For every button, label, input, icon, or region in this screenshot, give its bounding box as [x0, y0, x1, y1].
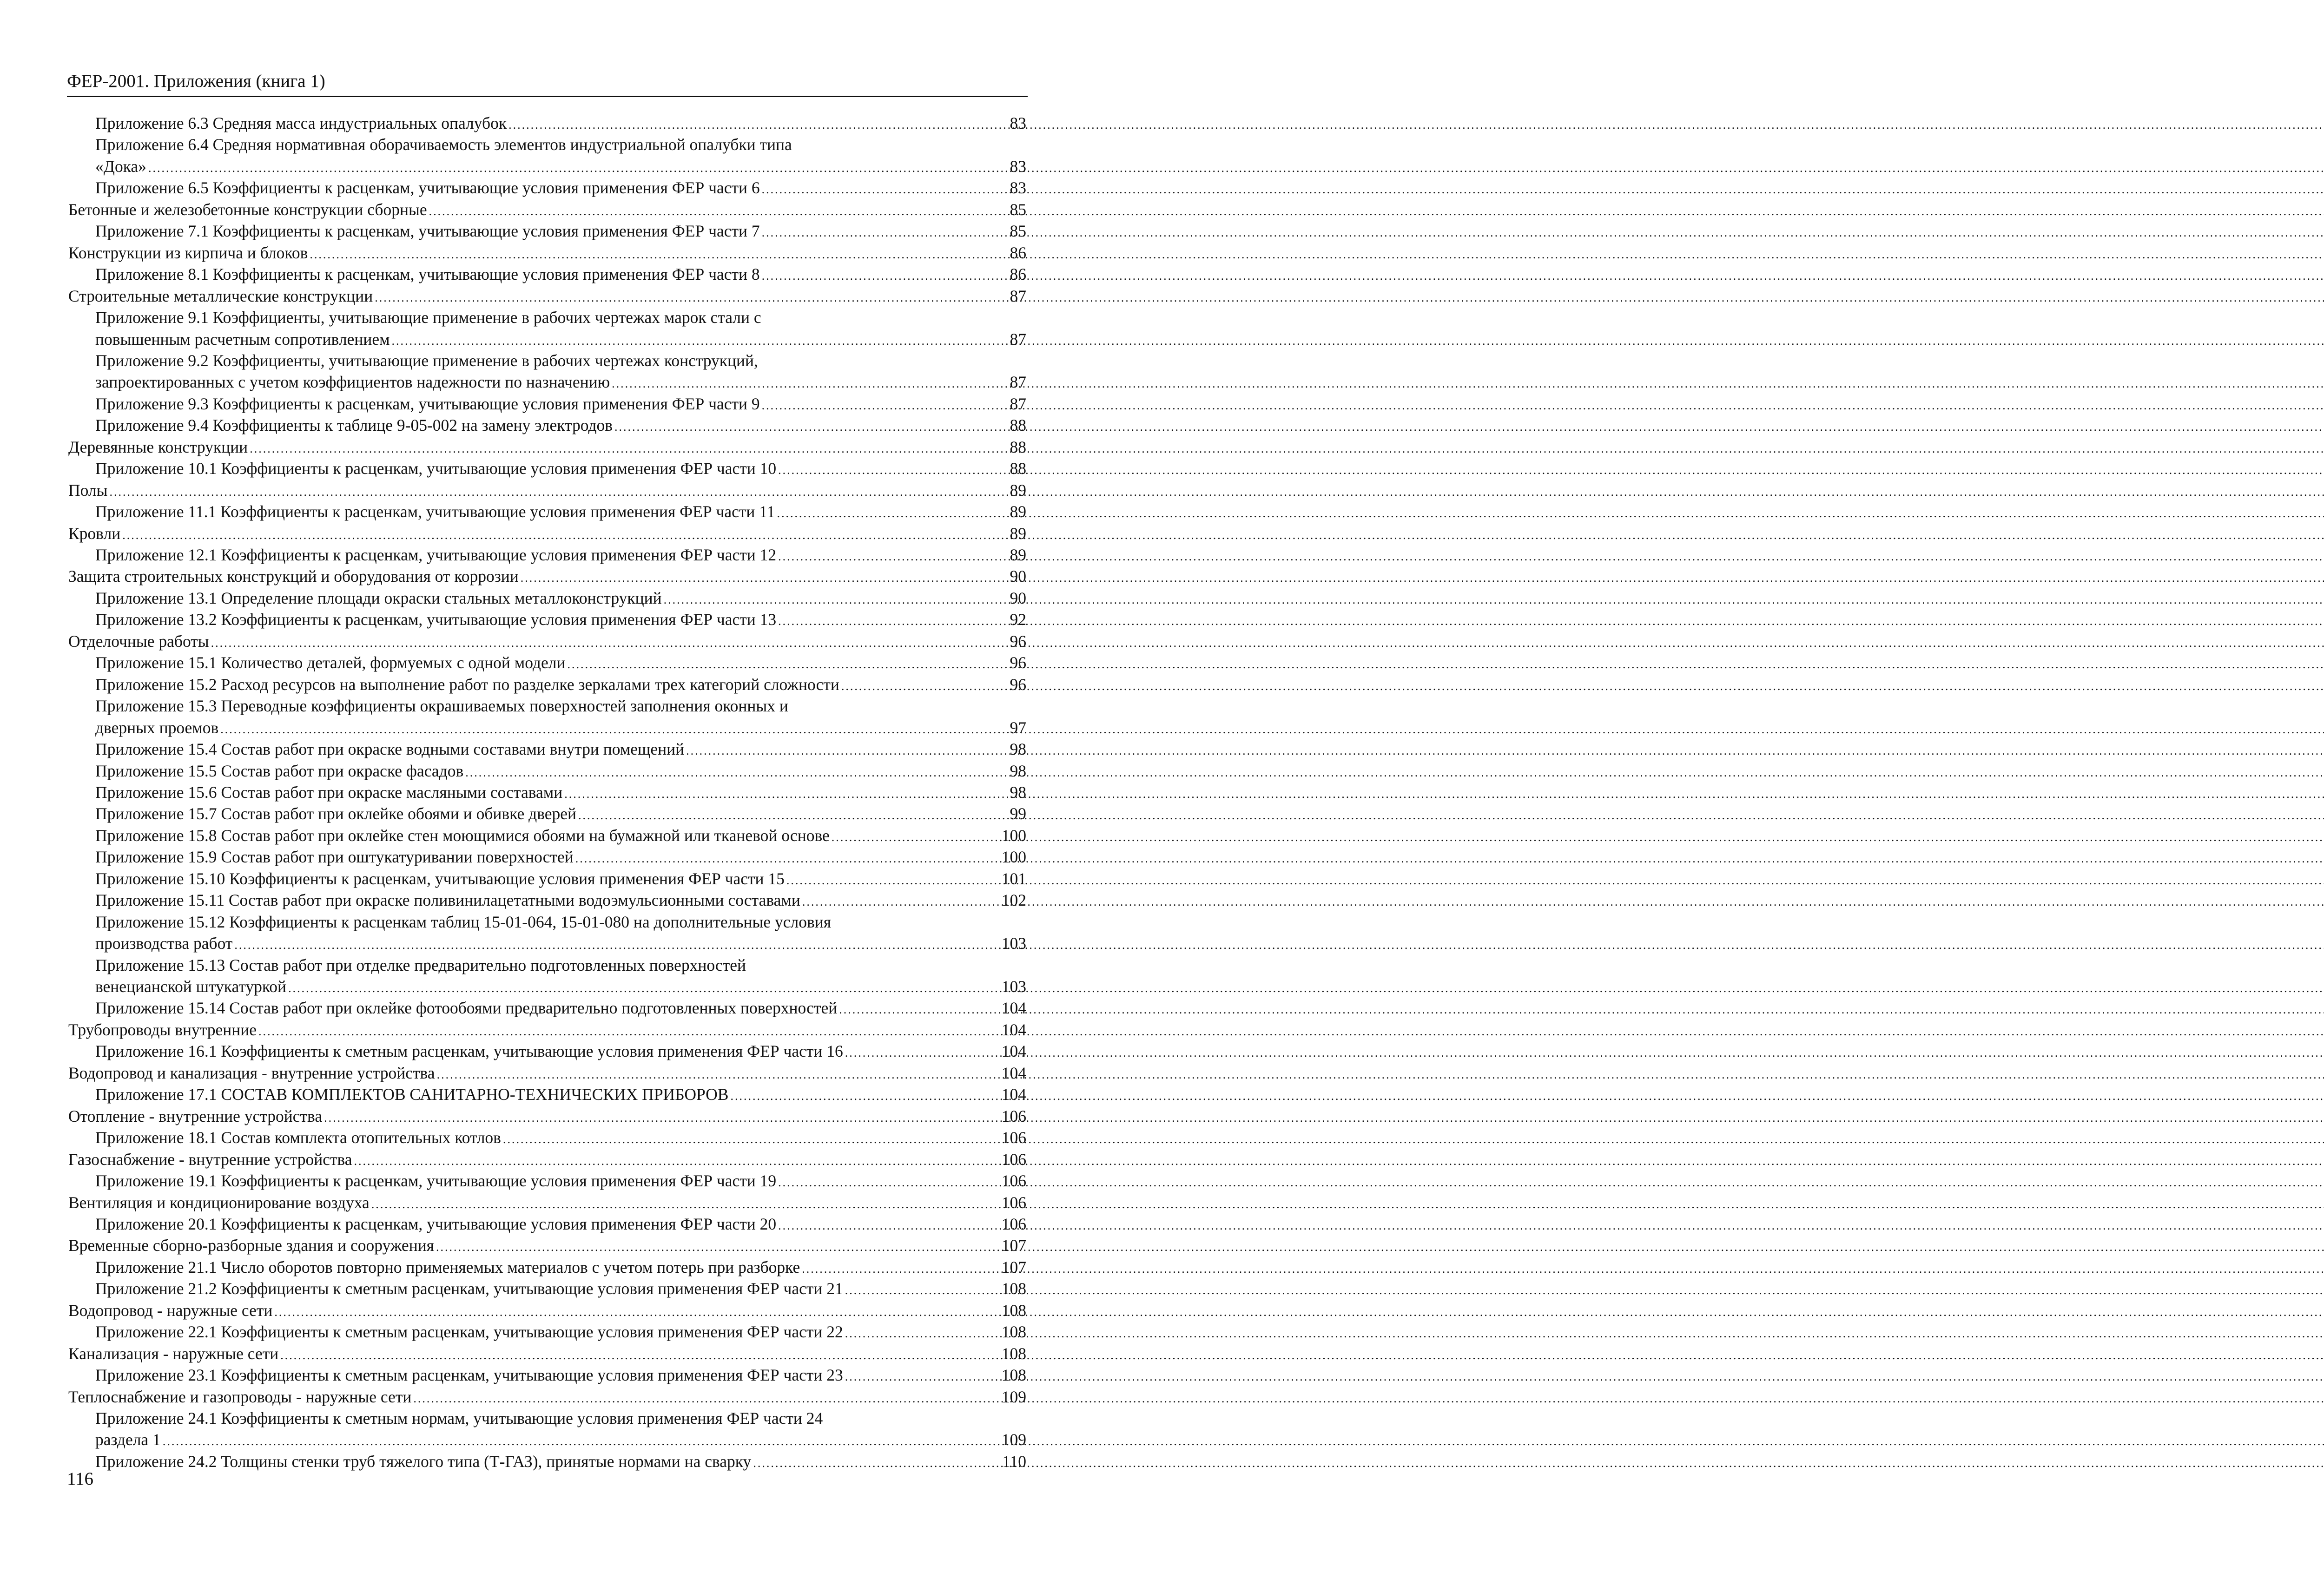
toc-entry — [95, 329, 1026, 349]
toc-entry-page: 100 — [1001, 848, 1026, 867]
toc-entry-page: 89 — [1010, 480, 1026, 500]
toc-entry-page: 104 — [1001, 1020, 1026, 1039]
dot-leader — [110, 482, 1007, 502]
toc-entry-page: 107 — [1001, 1257, 1026, 1276]
toc-entry-title: Приложение 20.1 Коэффициенты к расценкам, учитывающие условия применения ФЕР части 20 — [95, 1214, 777, 1233]
toc-entry-page: 96 — [1010, 675, 1026, 694]
dot-leader — [280, 1345, 999, 1366]
toc-entry — [95, 847, 1026, 867]
toc-entry-title: Приложение 6.3 Средняя масса индустриальных опалубок — [95, 114, 507, 132]
toc-entry-title: венецианской штукатуркой — [95, 977, 287, 996]
toc-entry-title: Конструкции из кирпича и блоков — [68, 243, 308, 262]
dot-leader — [310, 244, 1007, 265]
toc-entry-title: Отделочные работы — [68, 632, 209, 651]
toc-entry — [95, 761, 1026, 781]
toc-entry-page: 108 — [1001, 1344, 1026, 1363]
toc-entry-page: 106 — [1001, 1171, 1026, 1191]
toc-entry — [68, 1106, 1026, 1126]
toc-entry-title: Приложение 7.1 Коэффициенты к расценкам, учитывающие условия применения ФЕР части 7 — [95, 222, 760, 241]
dot-leader — [354, 1151, 999, 1171]
toc-entry-page: 89 — [1010, 546, 1026, 564]
toc-entry-page: 104 — [1001, 999, 1026, 1018]
dot-leader — [778, 546, 1007, 567]
toc-entry-title: Приложение 9.4 Коэффициенты к таблице 9-05-002 на замену электродов — [95, 416, 613, 435]
toc-entry-title: Приложение 13.1 Определение площади окраски стальных металлоконструкций — [95, 588, 662, 607]
toc-entry — [95, 501, 1026, 522]
toc-entry-title: Приложение 19.1 Коэффициенты к расценкам, учитывающие условия применения ФЕР части 19 — [95, 1171, 777, 1191]
dot-leader — [429, 201, 1007, 222]
toc-entry — [95, 890, 1026, 910]
toc-entry — [95, 609, 1026, 630]
toc-entry-page: 97 — [1010, 718, 1026, 737]
toc-entry — [95, 1451, 1026, 1472]
toc-entry-title: Бетонные и железобетонные конструкции сборные — [68, 200, 427, 219]
toc-entry-title: Приложение 15.13 Состав работ при отделке предварительно подготовленных поверхностей — [95, 955, 746, 974]
toc-entry — [95, 1171, 1026, 1191]
toc-entry-page: 110 — [1002, 1452, 1026, 1471]
toc-entry-title: Приложение 15.12 Коэффициенты к расценкам таблиц 15-01-064, 15-01-080 на дополнительные условия — [95, 912, 832, 931]
toc-entry — [68, 523, 1026, 544]
toc-entry-page: 90 — [1010, 567, 1026, 586]
toc-entry — [95, 1127, 1026, 1148]
toc-entry-title: Строительные металлические конструкции — [68, 286, 373, 305]
toc-entry-title: повышенным расчетным сопротивлением — [95, 329, 390, 349]
toc-entry-page: 83 — [1010, 157, 1026, 176]
dot-leader — [778, 1216, 999, 1236]
toc-entry — [68, 437, 1026, 457]
dot-leader — [508, 115, 1007, 135]
toc-entry-page: 108 — [1001, 1322, 1026, 1342]
toc-entry-title: Приложение 6.4 Средняя нормативная оборачиваемость элементов индустриальной опалубки типа — [95, 135, 792, 154]
toc-entry — [95, 717, 1026, 738]
toc-entry-title: Приложение 21.2 Коэффициенты к сметным расценкам, учитывающие условия применения ФЕР части 21 — [95, 1279, 843, 1298]
toc-entry-page: 89 — [1010, 524, 1026, 543]
toc-entry-page: 87 — [1010, 329, 1026, 349]
toc-entry — [68, 1300, 1026, 1321]
toc-entry-page: 85 — [1010, 222, 1026, 241]
dot-leader — [288, 978, 999, 999]
toc-entry-page: 88 — [1010, 459, 1026, 478]
dot-leader — [258, 1021, 999, 1042]
dot-leader — [148, 158, 1007, 178]
toc-entry — [95, 588, 1026, 608]
toc-entry-page: 106 — [1001, 1128, 1026, 1147]
toc-entry-title: Приложение 10.1 Коэффициенты к расценкам, учитывающие условия применения ФЕР части 10 — [95, 459, 777, 478]
toc-entry-title: Приложение 15.11 Состав работ при окраске поливинилацетатными водоэмульсионными составами — [95, 891, 800, 910]
toc-entry — [95, 825, 1026, 846]
dot-leader — [778, 611, 1007, 632]
toc-entry-title: Приложение 24.1 Коэффициенты к сметным нормам, учитывающие условия применения ФЕР части 24 — [95, 1409, 823, 1428]
dot-leader — [163, 1431, 999, 1452]
toc-entry-title: Временные сборно-разборные здания и сооружения — [68, 1236, 435, 1255]
toc-entry-title: Приложение 15.14 Состав работ при оклейке фотообоями предварительно подготовленных поверхностей — [95, 999, 838, 1018]
toc-entry-title: запроектированных с учетом коэффициентов надежности по назначению — [95, 373, 610, 392]
toc-entry-title: «Дока» — [95, 157, 146, 176]
dot-leader — [802, 1259, 998, 1279]
toc-entry — [68, 1192, 1026, 1213]
dot-leader — [413, 1388, 998, 1409]
dot-leader — [575, 849, 999, 869]
toc-entry-page: 88 — [1010, 416, 1026, 435]
toc-entry-title: Отопление - внутренние устройства — [68, 1106, 323, 1125]
toc-entry — [95, 739, 1026, 759]
toc-entry-page: 108 — [1001, 1366, 1026, 1385]
toc-entry-title: Приложение 9.1 Коэффициенты, учитывающие применение в рабочих чертежах марок стали с — [95, 308, 761, 327]
dot-leader — [375, 288, 1007, 308]
dot-leader — [777, 503, 1007, 524]
dot-leader — [845, 1367, 999, 1387]
toc-entry — [95, 545, 1026, 565]
toc-entry — [68, 199, 1026, 220]
toc-entry-page: 96 — [1010, 653, 1026, 672]
toc-entry — [95, 1322, 1026, 1342]
dot-leader — [392, 331, 1007, 351]
toc-entry-title: Приложение 11.1 Коэффициенты к расценкам, учитывающие условия применения ФЕР части 11 — [95, 502, 775, 521]
toc-entry-title: Теплоснабжение и газопроводы - наружные сети — [68, 1387, 412, 1406]
toc-entry — [95, 1278, 1026, 1299]
toc-entry-title: Приложение 22.1 Коэффициенты к сметным расценкам, учитывающие условия применения ФЕР части 22 — [95, 1322, 843, 1342]
toc-entry — [95, 156, 1026, 177]
toc-entry-page: 88 — [1010, 437, 1026, 456]
toc-entry — [95, 178, 1026, 198]
toc-entry — [95, 868, 1026, 889]
toc-entry-page: 100 — [1001, 826, 1026, 845]
dot-leader — [845, 1043, 999, 1063]
toc-entry-title: Приложение 13.2 Коэффициенты к расценкам, учитывающие условия применения ФЕР части 13 — [95, 610, 777, 629]
dot-leader — [832, 827, 999, 848]
dot-leader — [762, 179, 1007, 200]
toc-entry — [68, 480, 1026, 500]
toc-entry-page: 87 — [1010, 373, 1026, 392]
toc-entry-title: Приложение 12.1 Коэффициенты к расценкам, учитывающие условия применения ФЕР части 12 — [95, 546, 777, 564]
dot-leader — [250, 439, 1007, 459]
toc-entry — [95, 415, 1026, 435]
toc-entry-page: 104 — [1001, 1042, 1026, 1061]
dot-leader — [503, 1129, 999, 1150]
dot-leader — [371, 1194, 999, 1215]
toc-entry-title: Приложение 18.1 Состав комплекта отопительных котлов — [95, 1128, 501, 1147]
toc-entry — [95, 394, 1026, 414]
dot-leader — [730, 1086, 998, 1106]
dot-leader — [567, 654, 1007, 675]
toc-entry — [68, 1235, 1026, 1256]
toc-entry-page: 103 — [1001, 934, 1026, 953]
toc-entry — [95, 264, 1026, 284]
dot-leader — [211, 633, 1007, 653]
toc-entry-title: Приложение 15.7 Состав работ при оклейке обоями и обивке дверей — [95, 804, 577, 823]
toc-entry-page: 104 — [1001, 1063, 1026, 1082]
dot-leader — [564, 784, 1007, 804]
dot-leader — [234, 935, 998, 955]
dot-leader — [664, 590, 1007, 610]
toc-entry — [95, 782, 1026, 803]
toc-entry-title: Трубопроводы внутренние — [68, 1020, 257, 1039]
toc-entry-page: 106 — [1001, 1193, 1026, 1212]
toc-entry — [95, 1257, 1026, 1277]
toc-entry — [95, 458, 1026, 479]
toc-entry — [68, 1343, 1026, 1364]
toc-entry-page: 107 — [1001, 1236, 1026, 1255]
toc-entry-title: Приложение 8.1 Коэффициенты к расценкам, учитывающие условия применения ФЕР части 8 — [95, 265, 760, 284]
dot-leader — [753, 1453, 999, 1474]
toc-entry-title: Приложение 15.4 Состав работ при окраске водными составами внутри помещений — [95, 740, 685, 759]
toc-entry — [68, 1020, 1026, 1040]
toc-entry-title: раздела 1 — [95, 1430, 161, 1449]
toc-entry-page: 106 — [1001, 1150, 1026, 1169]
dot-leader — [436, 1237, 999, 1257]
dot-leader — [778, 460, 1007, 480]
toc-entry-title: Приложение 23.1 Коэффициенты к сметным расценкам, учитывающие условия применения ФЕР части 23 — [95, 1366, 843, 1385]
toc-entry-page: 109 — [1001, 1387, 1026, 1406]
toc-entry-page: 98 — [1010, 740, 1026, 759]
toc-entry-title: Защита строительных конструкций и оборудования от коррозии — [68, 567, 519, 586]
toc-entry — [68, 566, 1026, 586]
page-number: 116 — [67, 1469, 94, 1489]
toc-entry — [95, 1084, 1026, 1105]
toc-entry-page: 87 — [1010, 286, 1026, 305]
toc-entry — [95, 674, 1026, 695]
toc-entry — [95, 998, 1026, 1018]
toc-entry-page: 86 — [1010, 243, 1026, 262]
toc-entry — [68, 1149, 1026, 1170]
toc-entry-page: 106 — [1001, 1106, 1026, 1125]
toc-entry-title: Приложение 24.2 Толщины стенки труб тяжелого типа (Т-ГАЗ), принятые нормами на сварку — [95, 1452, 752, 1471]
toc-entry-title: Приложение 9.2 Коэффициенты, учитывающие применение в рабочих чертежах конструкций, — [95, 351, 758, 370]
running-header: ФЕР-2001. Приложения (книга 1) — [67, 71, 325, 91]
dot-leader — [122, 525, 1007, 546]
toc-entry — [95, 221, 1026, 241]
dot-leader — [786, 870, 999, 891]
toc-entry — [68, 631, 1026, 651]
toc-entry-title: Приложение 15.2 Расход ресурсов на выполнение работ по разделке зеркалами трех категорий сложности — [95, 675, 839, 694]
toc-entry — [95, 1429, 1026, 1450]
toc-entry-title: Приложение 15.8 Состав работ при оклейке стен моющимися обоями на бумажной или тканевой основе — [95, 826, 830, 845]
dot-leader — [612, 374, 1007, 394]
toc-entry-page: 108 — [1001, 1279, 1026, 1298]
dot-leader — [845, 1280, 999, 1301]
toc-entry-page: 90 — [1010, 588, 1026, 607]
toc-entry-page: 99 — [1010, 804, 1026, 823]
toc-entry-page: 98 — [1010, 783, 1026, 802]
toc-entry-title: Водопровод и канализация - внутренние устройства — [68, 1063, 435, 1082]
toc-entry — [95, 976, 1026, 997]
toc-entry — [68, 1063, 1026, 1083]
toc-entry-title: Приложение 9.3 Коэффициенты к расценкам, учитывающие условия применения ФЕР части 9 — [95, 394, 760, 413]
dot-leader — [220, 719, 1007, 740]
toc-entry — [68, 243, 1026, 263]
dot-leader — [274, 1302, 998, 1322]
toc-entry-page: 102 — [1001, 891, 1026, 910]
toc-entry-title: дверных проемов — [95, 718, 219, 737]
dot-leader — [802, 892, 999, 912]
toc-entry-title: Полы — [68, 480, 108, 500]
toc-entry-page: 103 — [1001, 977, 1026, 996]
toc-entry-title: Приложение 17.1 СОСТАВ КОМПЛЕКТОВ САНИТАРНО-ТЕХНИЧЕСКИХ ПРИБОРОВ — [95, 1085, 729, 1104]
toc-entry-title: Приложение 15.6 Состав работ при окраске масляными составами — [95, 783, 563, 802]
dot-leader — [686, 741, 1007, 761]
toc-entry-title: Приложение 15.9 Состав работ при оштукатуривании поверхностей — [95, 848, 574, 867]
dot-leader — [841, 676, 1007, 697]
dot-leader — [437, 1065, 999, 1085]
dot-leader — [762, 266, 1007, 286]
toc-entry — [95, 652, 1026, 673]
toc-entry-page: 108 — [1001, 1301, 1026, 1320]
toc-entry-page: 109 — [1001, 1430, 1026, 1449]
toc-entry-title: Кровли — [68, 524, 121, 543]
dot-leader — [465, 763, 1007, 783]
dot-leader — [762, 395, 1007, 416]
toc-entry-page: 85 — [1010, 200, 1026, 219]
toc-entry-title: Водопровод - наружные сети — [68, 1301, 273, 1320]
toc-entry — [95, 803, 1026, 824]
toc-entry-title: Вентиляция и кондиционирование воздуха — [68, 1193, 370, 1212]
dot-leader — [578, 805, 1007, 826]
toc-entry-title: Газоснабжение - внутренние устройства — [68, 1150, 352, 1169]
toc-entry-title: Приложение 15.5 Состав работ при окраске фасадов — [95, 761, 464, 780]
document-page — [0, 0, 1097, 1592]
toc-entry — [95, 113, 1026, 133]
toc-entry — [68, 1387, 1026, 1407]
toc-entry-page: 96 — [1010, 632, 1026, 651]
toc-entry-page: 92 — [1010, 610, 1026, 629]
toc-entry-title: Приложение 6.5 Коэффициенты к расценкам, учитывающие условия применения ФЕР части 6 — [95, 178, 760, 197]
toc-entry-page: 86 — [1010, 265, 1026, 284]
toc-entry-title: Приложение 15.10 Коэффициенты к расценкам, учитывающие условия применения ФЕР части 15 — [95, 869, 785, 888]
toc-entry-page: 87 — [1010, 394, 1026, 413]
toc-entry — [68, 286, 1026, 306]
toc-entry-title: Приложение 16.1 Коэффициенты к сметным расценкам, учитывающие условия применения ФЕР части 16 — [95, 1042, 843, 1061]
dot-leader — [324, 1108, 999, 1128]
toc-entry-page: 106 — [1001, 1214, 1026, 1233]
dot-leader — [762, 223, 1007, 243]
toc-entry-page: 101 — [1001, 869, 1026, 888]
dot-leader — [845, 1323, 999, 1344]
toc-entry — [95, 372, 1026, 392]
toc-entry-title: производства работ — [95, 934, 233, 953]
header-rule — [67, 96, 1028, 97]
toc-entry-page: 98 — [1010, 761, 1026, 780]
toc-entry-page: 83 — [1010, 114, 1026, 132]
dot-leader — [521, 568, 1007, 588]
toc-entry — [95, 933, 1026, 954]
dot-leader — [839, 1000, 999, 1020]
toc-entry-title: Приложение 15.1 Количество деталей, формуемых с одной модели — [95, 653, 566, 672]
toc-entry-page: 89 — [1010, 502, 1026, 521]
toc-entry-title: Приложение 15.3 Переводные коэффициенты окрашиваемых поверхностей заполнения оконных и — [95, 697, 788, 716]
toc-entry-page: 104 — [1001, 1085, 1026, 1104]
toc-entry-title: Деревянные конструкции — [68, 437, 248, 456]
toc-entry-page: 83 — [1010, 178, 1026, 197]
toc-entry — [95, 1365, 1026, 1385]
dot-leader — [614, 417, 1007, 437]
toc-entry-title: Приложение 21.1 Число оборотов повторно применяемых материалов с учетом потерь при разборке — [95, 1257, 800, 1276]
dot-leader — [778, 1172, 999, 1193]
toc-entry — [95, 1041, 1026, 1061]
toc-entry-title: Канализация - наружные сети — [68, 1344, 279, 1363]
toc-entry — [95, 1214, 1026, 1234]
